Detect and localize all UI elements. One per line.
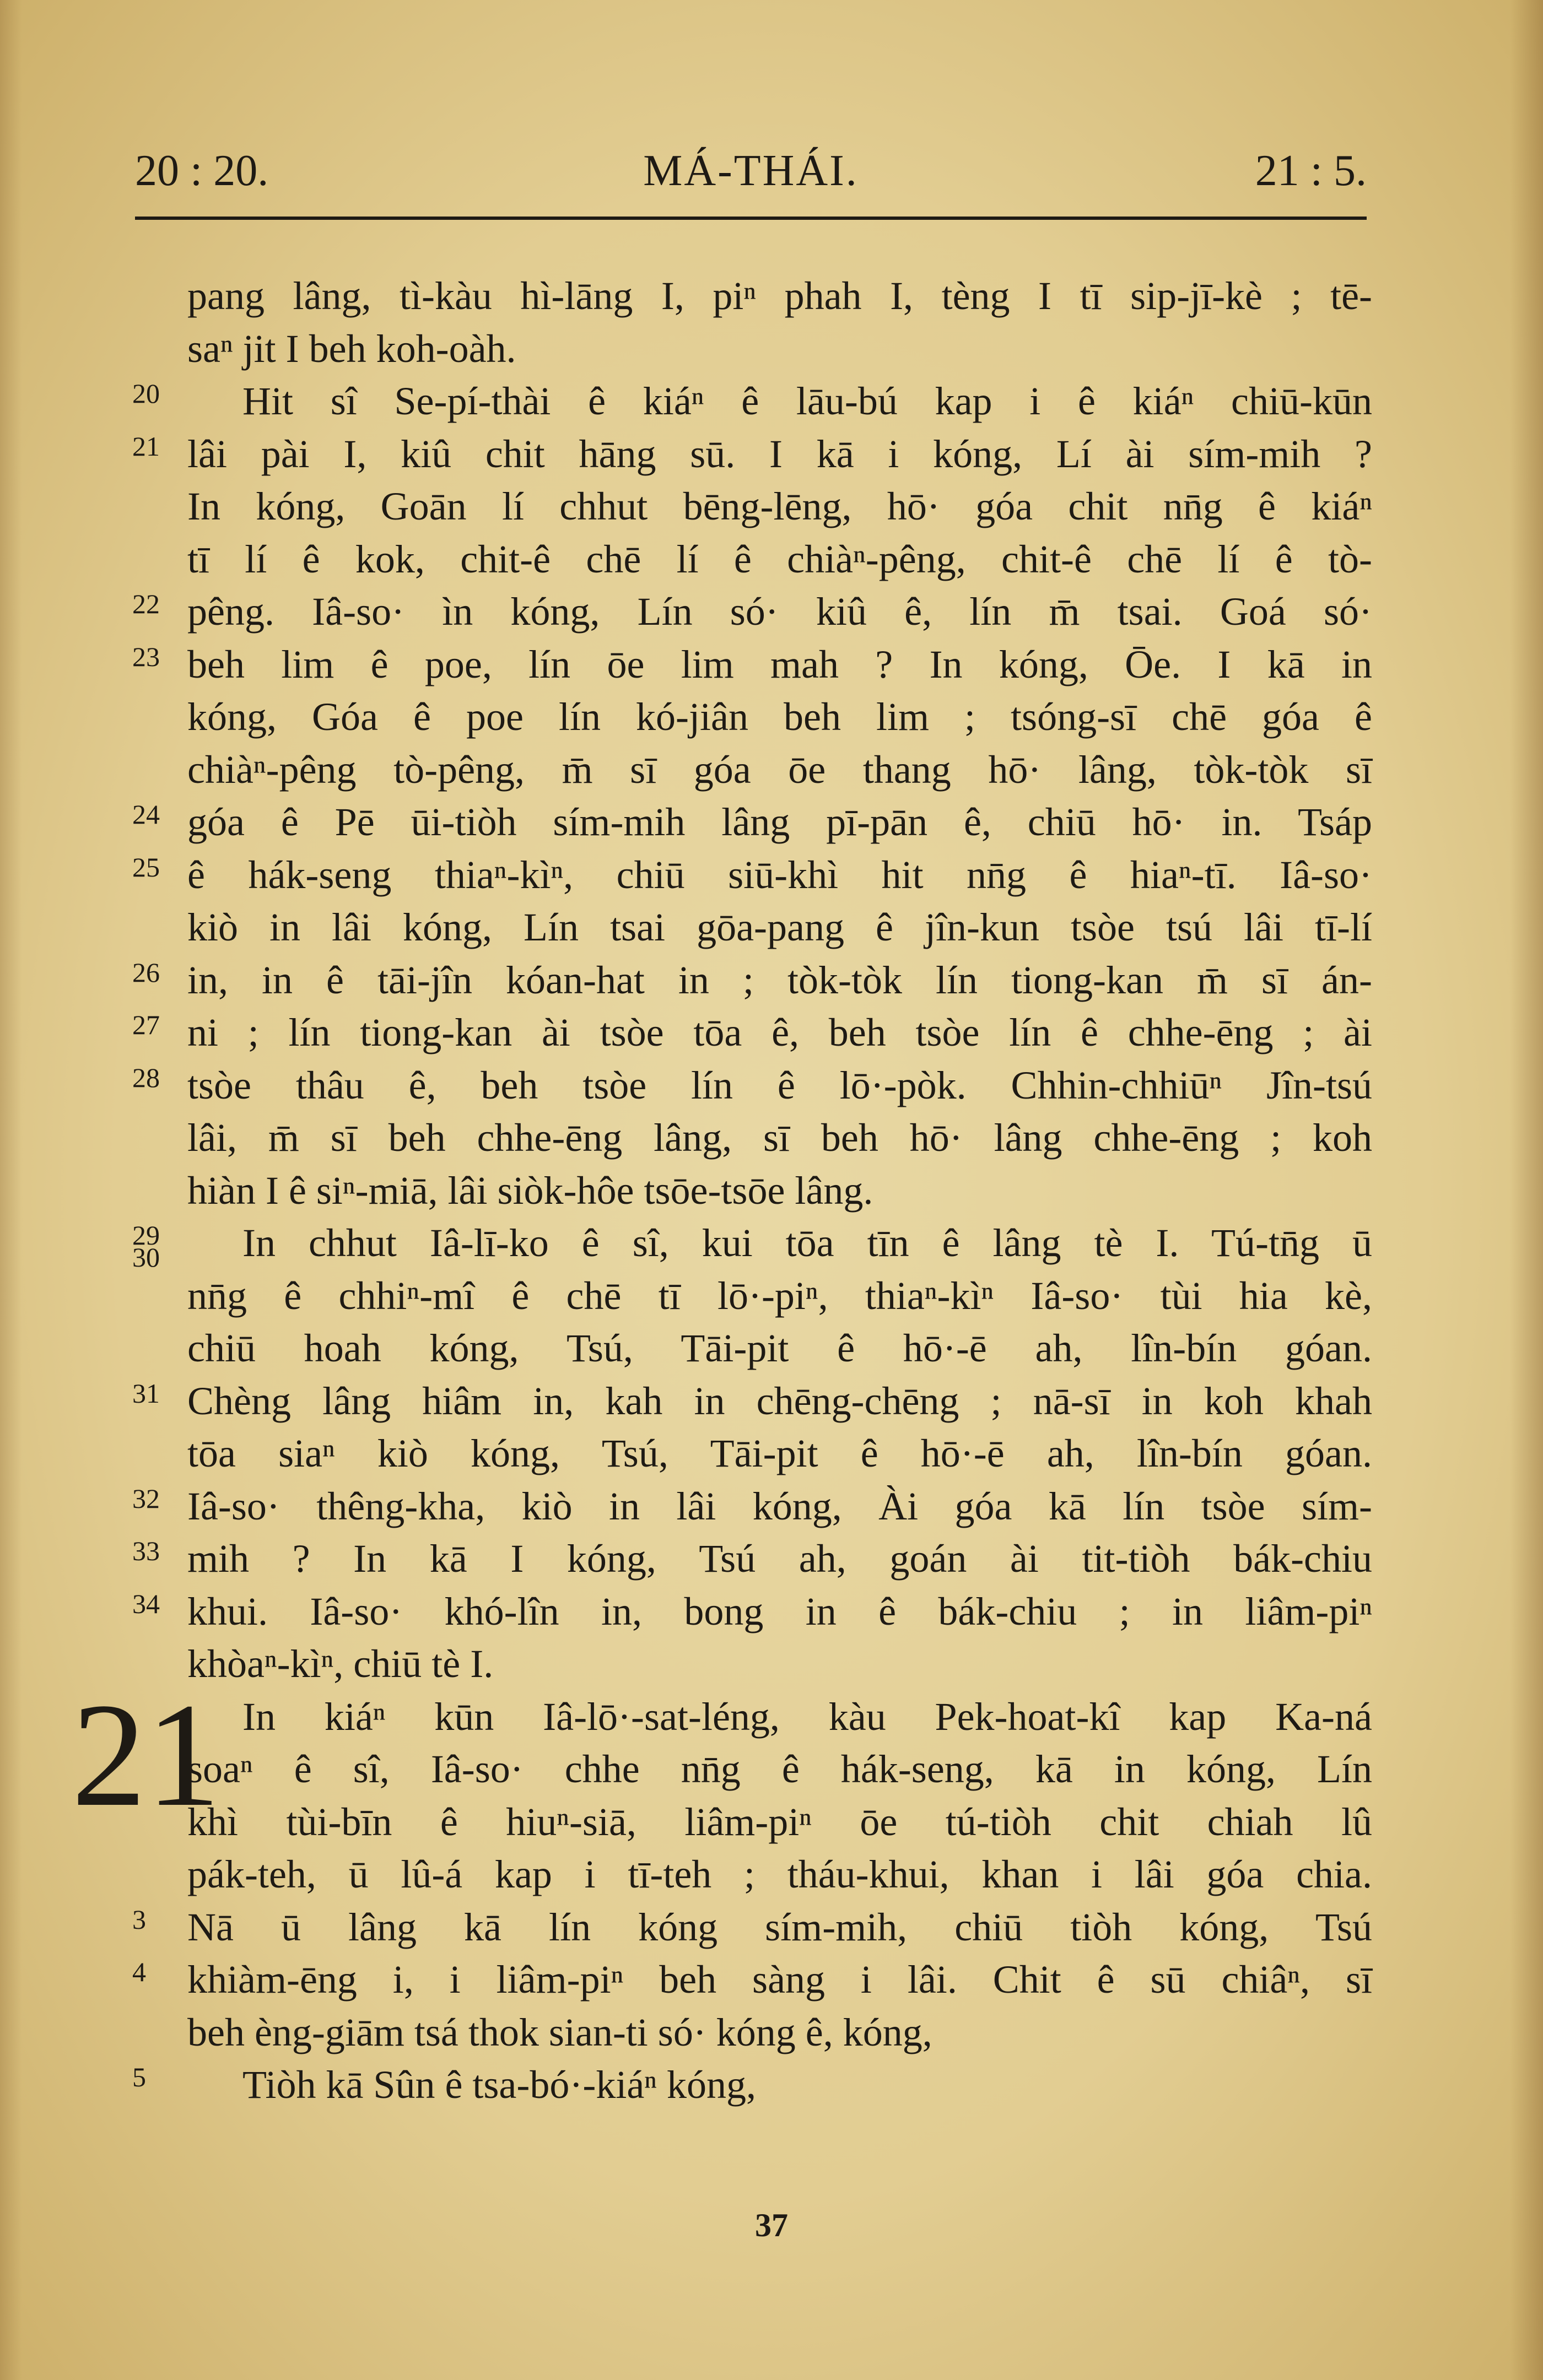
- text-line: [132, 1954, 1372, 2006]
- text-line: [132, 796, 1372, 849]
- text-line: [132, 1586, 1372, 1638]
- line-text: Chèng lâng hiâm in, kah in chēng-chēng ; nā-sī in koh khah: [187, 1378, 1372, 1423]
- verse-number: 25: [132, 851, 160, 883]
- text-line: [187, 1848, 1372, 1901]
- text-line: [132, 849, 1372, 902]
- chapter-number: 21: [72, 1672, 220, 1837]
- text-line: [187, 480, 1372, 533]
- text-line: [187, 323, 1372, 376]
- line-text: tī lí ê kok, chit-ê chē lí ê chiàⁿ-pêng, chit-ê chē lí ê tò-: [187, 537, 1372, 581]
- verse-number: 24: [132, 799, 160, 830]
- header-rule: [135, 217, 1367, 220]
- text-line: [132, 1059, 1372, 1112]
- text-line: [132, 1533, 1372, 1586]
- line-text: tsòe thâu ê, beh tsòe lín ê lō·-pòk. Chhin-chhiūⁿ Jîn-tsú: [187, 1063, 1372, 1107]
- text-line: [187, 533, 1372, 586]
- text-line: [132, 1375, 1372, 1428]
- line-text: Hit sî Se-pí-thài ê kiáⁿ ê lāu-bú kap i ê kiáⁿ chiū-kūn: [242, 379, 1372, 423]
- verse-number: 30: [132, 1242, 160, 1273]
- running-header: [135, 138, 1367, 204]
- header-reference-start: 20 : 20.: [135, 147, 269, 195]
- page-edge-left: [0, 0, 22, 2380]
- line-text: kiò in lâi kóng, Lín tsai gōa-pang ê jîn-kun tsòe tsú lâi tī-lí: [187, 905, 1372, 949]
- verse-number: 34: [132, 1588, 160, 1619]
- text-line: [132, 1901, 1372, 1954]
- text-line: [187, 1322, 1372, 1375]
- text-line: [187, 1112, 1372, 1165]
- verse-number: 33: [132, 1535, 160, 1566]
- line-text: pang lâng, tì-kàu hì-lāng I, piⁿ phah I, tèng I tī sip-jī-kè ; tē-: [187, 274, 1372, 318]
- verse-number: 3: [132, 1903, 146, 1935]
- line-text: In kiáⁿ kūn Iâ-lō·-sat-léng, kàu Pek-hoat-kî kap Ka-ná: [242, 1694, 1372, 1739]
- verse-number: 23: [132, 641, 160, 672]
- line-text: khui. Iâ-so· khó-lîn in, bong in ê bák-chiu ; in liâm-piⁿ: [187, 1589, 1372, 1633]
- line-text: tōa siaⁿ kiò kóng, Tsú, Tāi-pit ê hō·-ē ah, lîn-bín góan.: [187, 1431, 1372, 1475]
- line-text: khiàm-ēng i, i liâm-piⁿ beh sàng i lâi. Chit ê sū chiâⁿ, sī: [187, 1957, 1372, 2002]
- text-line: [187, 901, 1372, 954]
- line-text: nn̄g ê chhiⁿ-mî ê chē tī lō·-piⁿ, thiaⁿ-kìⁿ Iâ-so· tùi hia kè,: [187, 1273, 1372, 1318]
- text-line: [187, 270, 1372, 323]
- header-reference-end: 21 : 5.: [1255, 147, 1367, 195]
- line-text: beh lim ê poe, lín ōe lim mah ? In kóng, Ōe. I kā in: [187, 642, 1372, 686]
- line-text: khì tùi-bīn ê hiuⁿ-siā, liâm-piⁿ ōe tú-tiòh chit chiah lû: [187, 1799, 1372, 1844]
- line-text: lâi, m̄ sī beh chhe-ēng lâng, sī beh hō· lâng chhe-ēng ; koh: [187, 1116, 1372, 1160]
- text-line: [132, 375, 1372, 428]
- line-text: Iâ-so· thêng-kha, kiò in lâi kóng, Ài góa kā lín tsòe sím-: [187, 1484, 1372, 1528]
- text-line: [132, 428, 1372, 481]
- verse-number: 20: [132, 378, 160, 409]
- line-text: ê hák-seng thiaⁿ-kìⁿ, chiū siū-khì hit nn̄g ê hiaⁿ-tī. Iâ-so·: [187, 852, 1372, 897]
- line-text: soaⁿ ê sî, Iâ-so· chhe nn̄g ê hák-seng, kā in kóng, Lín: [187, 1747, 1372, 1791]
- line-text: kóng, Góa ê poe lín kó-jiân beh lim ; tsóng-sī chē góa ê: [187, 695, 1372, 739]
- text-line: [187, 1165, 1372, 1218]
- line-text: ni ; lín tiong-kan ài tsòe tōa ê, beh tsòe lín ê chhe-ēng ; ài: [187, 1010, 1372, 1054]
- text-line: [187, 691, 1372, 744]
- page-number: 37: [755, 2207, 788, 2243]
- text-line: [132, 586, 1372, 639]
- verse-number: 21: [132, 430, 160, 462]
- text-line: [187, 2006, 1372, 2059]
- line-text: pák-teh, ū lû-á kap i tī-teh ; tháu-khui, khan i lâi góa chia.: [187, 1852, 1372, 1896]
- text-line: [187, 744, 1372, 797]
- line-text: pêng. Iâ-so· ìn kóng, Lín só· kiû ê, lín m̄ tsai. Goá só·: [187, 589, 1372, 634]
- text-line: [187, 1638, 1372, 1691]
- verse-number: 32: [132, 1483, 160, 1514]
- line-text: mih ? In kā I kóng, Tsú ah, goán ài tit-tiòh bák-chiu: [187, 1537, 1372, 1581]
- line-text: in, in ê tāi-jîn kóan-hat in ; tòk-tòk lín tiong-kan m̄ sī án-: [187, 958, 1372, 1002]
- verse-number: 27: [132, 1009, 160, 1040]
- line-text: Tiòh kā Sûn ê tsa-bó·-kiáⁿ kóng,: [242, 2063, 756, 2107]
- line-text: chiàⁿ-pêng tò-pêng, m̄ sī góa ōe thang hō· lâng, tòk-tòk sī: [187, 747, 1372, 792]
- text-line: [132, 639, 1372, 691]
- text-line: [132, 1480, 1372, 1533]
- text-line: [187, 1743, 1372, 1796]
- line-text: In chhut Iâ-lī-ko ê sî, kui tōa tīn ê lâng tè I. Tú-tn̄g ū: [242, 1221, 1372, 1265]
- verse-number: 31: [132, 1377, 160, 1409]
- verse-number: 28: [132, 1062, 160, 1093]
- verse-number: 29: [132, 1220, 160, 1251]
- line-text: Nā ū lâng kā lín kóng sím-mih, chiū tiòh kóng, Tsú: [187, 1905, 1372, 1949]
- text-line: [132, 1007, 1372, 1059]
- line-text: góa ê Pē ūi-tiòh sím-mih lâng pī-pān ê, chiū hō· in. Tsáp: [187, 800, 1372, 844]
- verse-number: 22: [132, 588, 160, 619]
- verse-number: 4: [132, 1956, 146, 1987]
- line-text: hiàn I ê siⁿ-miā, lâi siòk-hôe tsōe-tsōe lâng.: [187, 1168, 873, 1213]
- text-line: [132, 1217, 1372, 1273]
- line-text: In kóng, Goān lí chhut bēng-lēng, hō· góa chit nn̄g ê kiáⁿ: [187, 484, 1372, 528]
- text-line: [132, 2059, 1372, 2112]
- verse-number: 5: [132, 2062, 146, 2092]
- text-line: [187, 1796, 1372, 1849]
- text-line: [187, 1270, 1372, 1323]
- text-line: [132, 954, 1372, 1007]
- header-book-title: MÁ-THÁI.: [643, 147, 859, 195]
- line-text: khòaⁿ-kìⁿ, chiū tè I.: [187, 1642, 494, 1686]
- line-text: lâi pài I, kiû chit hāng sū. I kā i kóng, Lí ài sím-mih ?: [187, 431, 1372, 476]
- line-text: beh èng-giām tsá thok sian-ti só· kóng ê, kóng,: [187, 2010, 932, 2054]
- scripture-text: [72, 270, 1372, 2112]
- verse-number: 26: [132, 956, 160, 988]
- line-text: chiū hoah kóng, Tsú, Tāi-pit ê hō·-ē ah, lîn-bín góan.: [187, 1326, 1372, 1370]
- page-edge-right: [1510, 0, 1543, 2380]
- text-line: [187, 1427, 1372, 1480]
- line-text: saⁿ jit I beh koh-oàh.: [187, 326, 516, 371]
